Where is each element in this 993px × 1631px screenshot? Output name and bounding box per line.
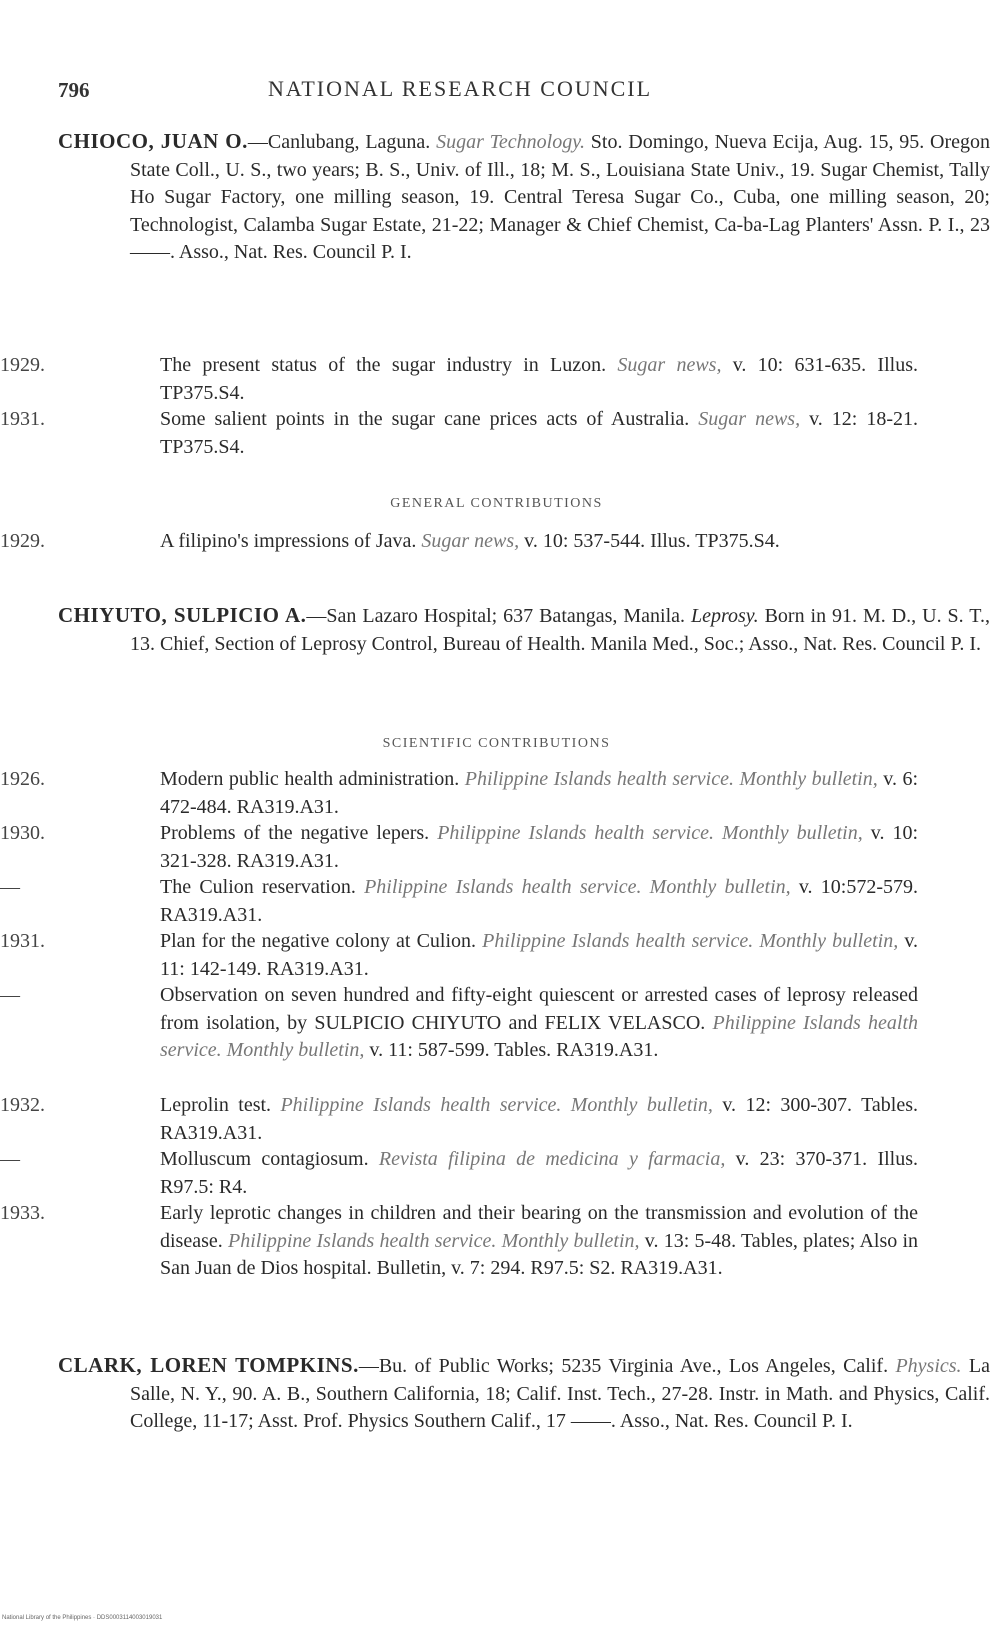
page-number: 796 xyxy=(58,78,90,102)
entry-field: Leprosy. xyxy=(690,605,759,627)
entry-address: —San Lazaro Hospital; 637 Batangas, Manila. xyxy=(306,605,686,627)
pub-title: The Culion reservation. xyxy=(160,876,356,898)
pub-year: — xyxy=(0,876,20,898)
pub-item xyxy=(0,874,918,929)
entry-field: Physics. xyxy=(895,1355,962,1377)
entry-address: —Canlubang, Laguna. xyxy=(247,131,431,153)
entry-name: CHIYUTO, SULPICIO A. xyxy=(58,603,307,627)
entry-clark xyxy=(58,1352,990,1436)
pub-item xyxy=(0,406,918,461)
pub-journal: Philippine Islands health service. Monthly bulletin, xyxy=(280,1094,713,1116)
pub-year: 1933. xyxy=(0,1202,45,1224)
pub-title: Problems of the negative lepers. xyxy=(160,822,430,844)
running-title: NATIONAL RESEARCH COUNCIL xyxy=(268,76,653,101)
pub-title: Some salient points in the sugar cane prices acts of Australia. xyxy=(160,408,690,430)
entry-field: Sugar Technology. xyxy=(436,131,586,153)
pub-journal: Philippine Islands health service. Monthly bulletin, xyxy=(364,876,791,898)
entry-address: —Bu. of Public Works; 5235 Virginia Ave., Los Angeles, Calif. xyxy=(358,1355,889,1377)
pub-ref: v. 13: 5-48. Tables, plates; Also in San Juan de Dios hospital. Bulletin, v. 7: 294. R97.5: S2. RA319.A31. xyxy=(160,1229,919,1279)
pub-year: 1932. xyxy=(0,1094,45,1116)
pub-ref: v. 10: 537-544. Illus. TP375.S4. xyxy=(524,530,780,552)
pub-item xyxy=(0,928,919,983)
pub-title: Leprolin test. xyxy=(160,1094,272,1116)
pub-journal: Philippine Islands health service. Monthly bulletin, xyxy=(464,768,878,790)
pub-title: Molluscum contagiosum. xyxy=(160,1148,369,1170)
pub-ref: v. 23: 370-371. Illus. R97.5: R4. xyxy=(160,1148,919,1198)
pub-journal: Philippine Islands health service. Monthly bulletin, xyxy=(160,1011,919,1061)
pub-journal: Sugar news, xyxy=(421,530,520,552)
pub-year: 1931. xyxy=(0,408,45,430)
pub-title: Modern public health administration. xyxy=(160,768,460,790)
pub-journal: Revista filipina de medicina y farmacia, xyxy=(378,1148,726,1170)
pub-year: 1930. xyxy=(0,822,45,844)
pub-item xyxy=(0,820,919,875)
pub-title: Early leprotic changes in children and their bearing on the transmission and evolution of the disease. xyxy=(160,1202,918,1252)
pub-ref: v. 10: 631-635. Illus. TP375.S4. xyxy=(160,354,918,404)
entry-chioco xyxy=(58,128,990,267)
pub-title: The present status of the sugar industry in Luzon. xyxy=(160,354,607,376)
pub-year: 1926. xyxy=(0,768,45,790)
pub-title: Observation on seven hundred and fifty-eight quiescent or arrested cases of leprosy released from isolation, by SULPICIO CHIYUTO and FELIX VELASCO. xyxy=(160,984,918,1034)
pub-title: Plan for the negative colony at Culion. xyxy=(160,930,477,952)
pub-journal: Sugar news, xyxy=(698,408,801,430)
entry-bio: Born in 91. M. D., U. S. T., 13. Chief, Section of Leprosy Control, Bureau of Health. Manila Med., Soc.; Asso., Nat. Res. Council P. I. xyxy=(130,605,990,655)
pub-ref: v. 6: 472-484. RA319.A31. xyxy=(160,768,919,818)
pub-year: 1929. xyxy=(0,354,45,376)
pub-year: 1929. xyxy=(0,530,45,552)
pub-item xyxy=(0,766,919,821)
pub-journal: Philippine Islands health service. Monthly bulletin, xyxy=(437,822,863,844)
pub-journal: Sugar news, xyxy=(617,354,722,376)
pub-year: 1931. xyxy=(0,930,45,952)
pub-ref: v. 11: 587-599. Tables. RA319.A31. xyxy=(369,1039,659,1061)
pub-item xyxy=(0,982,919,1065)
pub-item xyxy=(0,1146,919,1201)
pub-year: — xyxy=(0,984,20,1006)
section-heading: SCIENTIFIC CONTRIBUTIONS xyxy=(382,736,611,751)
pub-journal: Philippine Islands health service. Monthly bulletin, xyxy=(482,930,899,952)
pub-item xyxy=(0,528,918,556)
entry-name: CLARK, LOREN TOMPKINS. xyxy=(58,1353,359,1377)
pub-journal: Philippine Islands health service. Monthly bulletin, xyxy=(227,1229,640,1252)
scan-footer: National Library of the Philippines · DDS0003114003019031 xyxy=(2,1615,163,1621)
pub-ref: v. 12: 18-21. TP375.S4. xyxy=(160,408,918,458)
pub-ref: v. 10: 321-328. RA319.A31. xyxy=(160,822,919,872)
entry-bio: La Salle, N. Y., 90. A. B., Southern California, 18; Calif. Inst. Tech., 27-28. Instr. in Math. and Physics, Calif. College, 11-17; Asst. Prof. Physics Southern Calif., 17 ——. Asso., Nat. Res. Council P. I. xyxy=(130,1355,991,1432)
pub-ref: v. 10:572-579. RA319.A31. xyxy=(160,876,918,926)
pub-ref: v. 12: 300-307. Tables. RA319.A31. xyxy=(160,1094,919,1144)
pub-year: — xyxy=(0,1148,20,1170)
pub-item xyxy=(0,1092,919,1147)
entry-chiyuto xyxy=(58,602,990,658)
entry-bio: Sto. Domingo, Nueva Ecija, Aug. 15, 95. Oregon State Coll., U. S., two years; B. S., Univ. of Ill., 18; M. S., Louisiana State Univ., 19. Sugar Chemist, Tally Ho Sugar Factory, one milling season, 19. Central Teresa Sugar Co., Cuba, one milling season, 20; Technologist, Calamba Sugar Estate, 21-22; Manager & Chief Chemist, Ca-ba-Lag Planters' Assn. P. I., 23 ——. Asso., Nat. Res. Council P. I. xyxy=(130,131,991,263)
entry-name: CHIOCO, JUAN O. xyxy=(58,129,248,153)
pub-item xyxy=(0,1200,919,1283)
pub-item xyxy=(0,352,918,407)
pub-title: A filipino's impressions of Java. xyxy=(160,530,417,552)
pub-ref: v. 11: 142-149. RA319.A31. xyxy=(160,930,919,980)
section-heading: GENERAL CONTRIBUTIONS xyxy=(390,496,603,511)
